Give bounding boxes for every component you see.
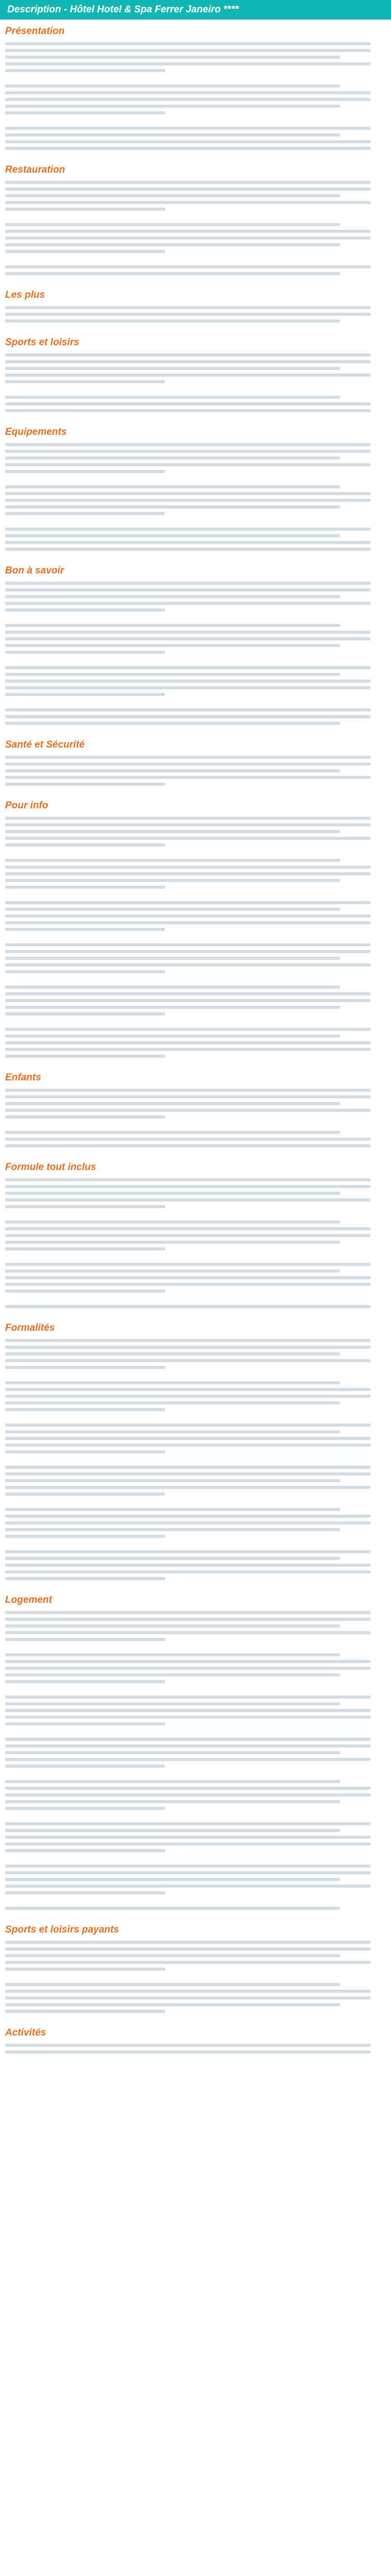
- section-body-placeholder: [5, 42, 386, 150]
- placeholder-line: [5, 921, 370, 924]
- placeholder-line: [5, 1493, 165, 1496]
- placeholder-line: [5, 1751, 340, 1754]
- placeholder-line: [5, 673, 340, 676]
- placeholder-line: [5, 1822, 370, 1825]
- placeholder-line: [5, 722, 340, 725]
- placeholder-line: [5, 1983, 340, 1986]
- placeholder-line: [5, 999, 370, 1002]
- placeholder-line: [5, 1381, 340, 1384]
- placeholder-line: [5, 866, 370, 869]
- placeholder-line: [5, 208, 165, 211]
- sections-container: [0, 26, 391, 2054]
- placeholder-line: [5, 1352, 340, 1355]
- placeholder-line: [5, 1961, 370, 1964]
- section: [0, 1595, 391, 1910]
- placeholder-line: [5, 243, 340, 246]
- placeholder-line: [5, 1528, 340, 1531]
- placeholder-line: [5, 1800, 340, 1803]
- placeholder-line: [5, 1954, 340, 1957]
- section: [0, 1323, 391, 1580]
- section: [0, 1162, 391, 1308]
- placeholder-line: [5, 1515, 370, 1518]
- section-body-placeholder: [5, 582, 386, 725]
- section-heading: Santé et Sécurité: [5, 739, 85, 750]
- placeholder-line: [5, 1028, 370, 1031]
- placeholder-line: [5, 950, 370, 953]
- placeholder-line: [5, 1702, 340, 1705]
- placeholder-line: [5, 69, 165, 72]
- placeholder-line: [5, 1437, 370, 1440]
- placeholder-line: [5, 111, 165, 114]
- placeholder-line: [5, 2050, 370, 2054]
- placeholder-line: [5, 1095, 370, 1098]
- placeholder-line: [5, 1968, 165, 1971]
- placeholder-line: [5, 1758, 370, 1761]
- placeholder-line: [5, 98, 370, 101]
- section-heading: Présentation: [5, 26, 65, 37]
- placeholder-line: [5, 637, 370, 640]
- placeholder-line: [5, 769, 340, 772]
- placeholder-line: [5, 2044, 370, 2047]
- placeholder-line: [5, 194, 340, 197]
- placeholder-line: [5, 582, 370, 585]
- placeholder-line: [5, 1550, 370, 1553]
- placeholder-line: [5, 1339, 370, 1342]
- placeholder-line: [5, 1198, 370, 1201]
- placeholder-line: [5, 1192, 340, 1195]
- section-heading: Sports et loisirs: [5, 337, 79, 348]
- placeholder-line: [5, 1472, 370, 1476]
- placeholder-line: [5, 463, 370, 466]
- section: [0, 164, 391, 275]
- placeholder-line: [5, 181, 370, 184]
- placeholder-line: [5, 1780, 340, 1783]
- placeholder-line: [5, 1241, 340, 1244]
- placeholder-line: [5, 1716, 370, 1719]
- placeholder-line: [5, 265, 370, 268]
- placeholder-line: [5, 409, 370, 412]
- section-body-placeholder: [5, 1941, 386, 2013]
- placeholder-line: [5, 1709, 370, 1712]
- placeholder-line: [5, 986, 340, 989]
- placeholder-line: [5, 1508, 340, 1511]
- section-heading: Equipements: [5, 427, 67, 437]
- placeholder-line: [5, 1423, 370, 1427]
- placeholder-line: [5, 1035, 340, 1038]
- placeholder-line: [5, 492, 370, 495]
- placeholder-line: [5, 886, 165, 889]
- placeholder-line: [5, 49, 370, 52]
- placeholder-line: [5, 859, 340, 862]
- placeholder-line: [5, 1836, 370, 1839]
- placeholder-line: [5, 1653, 340, 1656]
- placeholder-line: [5, 133, 340, 137]
- placeholder-line: [5, 42, 370, 45]
- placeholder-line: [5, 360, 370, 363]
- placeholder-line: [5, 1947, 370, 1951]
- placeholder-line: [5, 928, 165, 931]
- placeholder-line: [5, 1359, 370, 1362]
- placeholder-line: [5, 1990, 370, 1993]
- section-heading: Restauration: [5, 164, 66, 175]
- placeholder-line: [5, 970, 165, 973]
- placeholder-line: [5, 830, 340, 833]
- section-heading: Sports et loisirs payants: [5, 1924, 119, 1935]
- placeholder-line: [5, 1178, 370, 1181]
- placeholder-line: [5, 1486, 370, 1489]
- placeholder-line: [5, 230, 370, 233]
- placeholder-line: [5, 963, 370, 967]
- placeholder-line: [5, 91, 370, 94]
- section: [0, 26, 391, 150]
- placeholder-line: [5, 1395, 370, 1398]
- placeholder-line: [5, 1269, 340, 1273]
- placeholder-line: [5, 250, 165, 253]
- placeholder-line: [5, 1048, 370, 1051]
- section-heading: Activités: [5, 2027, 46, 2038]
- placeholder-line: [5, 1744, 370, 1748]
- placeholder-line: [5, 140, 370, 143]
- placeholder-line: [5, 1996, 370, 1999]
- placeholder-line: [5, 608, 165, 612]
- section-heading: Formalités: [5, 1323, 55, 1333]
- section-body-placeholder: [5, 306, 386, 323]
- placeholder-line: [5, 1907, 340, 1910]
- placeholder-line: [5, 776, 370, 779]
- placeholder-line: [5, 1891, 165, 1894]
- placeholder-line: [5, 1089, 370, 1092]
- placeholder-line: [5, 1941, 370, 1944]
- placeholder-line: [5, 499, 370, 502]
- section-body-placeholder: [5, 817, 386, 1058]
- placeholder-line: [5, 485, 340, 488]
- placeholder-line: [5, 1722, 165, 1725]
- placeholder-line: [5, 505, 340, 509]
- placeholder-line: [5, 1276, 370, 1279]
- placeholder-line: [5, 666, 370, 669]
- placeholder-line: [5, 1012, 165, 1015]
- placeholder-line: [5, 1557, 340, 1560]
- placeholder-line: [5, 624, 340, 627]
- placeholder-line: [5, 1401, 340, 1404]
- section-body-placeholder: [5, 756, 386, 786]
- placeholder-line: [5, 528, 370, 531]
- section-body-placeholder: [5, 1089, 386, 1147]
- placeholder-line: [5, 380, 165, 383]
- section: [0, 800, 391, 1058]
- placeholder-line: [5, 1450, 165, 1453]
- placeholder-line: [5, 374, 370, 377]
- section-body-placeholder: [5, 2044, 386, 2054]
- placeholder-line: [5, 1221, 340, 1224]
- section-body-placeholder: [5, 181, 386, 275]
- placeholder-line: [5, 602, 370, 605]
- placeholder-line: [5, 1807, 165, 1810]
- placeholder-line: [5, 1109, 370, 1112]
- placeholder-line: [5, 715, 370, 718]
- placeholder-line: [5, 762, 370, 766]
- placeholder-line: [5, 1618, 370, 1621]
- placeholder-line: [5, 1234, 370, 1237]
- section: [0, 1072, 391, 1147]
- placeholder-line: [5, 353, 370, 357]
- placeholder-line: [5, 105, 340, 108]
- section: [0, 2027, 391, 2054]
- placeholder-line: [5, 188, 370, 191]
- placeholder-line: [5, 1738, 370, 1741]
- placeholder-line: [5, 1865, 370, 1868]
- placeholder-line: [5, 1793, 370, 1797]
- placeholder-line: [5, 396, 340, 399]
- placeholder-line: [5, 1290, 165, 1293]
- placeholder-line: [5, 872, 370, 875]
- placeholder-line: [5, 693, 165, 696]
- placeholder-line: [5, 402, 370, 405]
- placeholder-line: [5, 1673, 340, 1676]
- placeholder-line: [5, 1263, 370, 1266]
- placeholder-line: [5, 1185, 370, 1188]
- placeholder-line: [5, 1660, 370, 1663]
- placeholder-line: [5, 1247, 165, 1250]
- placeholder-line: [5, 1283, 370, 1286]
- section: [0, 739, 391, 786]
- placeholder-line: [5, 1006, 340, 1009]
- placeholder-line: [5, 1408, 165, 1411]
- placeholder-line: [5, 1696, 370, 1699]
- placeholder-line: [5, 313, 370, 316]
- section-body-placeholder: [5, 353, 386, 412]
- placeholder-line: [5, 1055, 165, 1058]
- section-body-placeholder: [5, 1339, 386, 1580]
- placeholder-line: [5, 1570, 370, 1573]
- placeholder-line: [5, 272, 340, 275]
- placeholder-line: [5, 443, 370, 446]
- placeholder-line: [5, 84, 340, 88]
- placeholder-line: [5, 1631, 370, 1634]
- placeholder-line: [5, 147, 370, 150]
- placeholder-line: [5, 1577, 165, 1580]
- placeholder-line: [5, 1388, 370, 1391]
- placeholder-line: [5, 306, 370, 309]
- placeholder-line: [5, 1878, 340, 1881]
- placeholder-line: [5, 1305, 370, 1308]
- section-heading: Enfants: [5, 1072, 41, 1083]
- placeholder-line: [5, 680, 370, 683]
- placeholder-line: [5, 236, 370, 240]
- placeholder-line: [5, 644, 340, 647]
- placeholder-line: [5, 1102, 340, 1105]
- placeholder-line: [5, 1829, 340, 1832]
- page-title: Description - Hôtel Hotel & Spa Ferrer Janeiro ****: [0, 0, 391, 20]
- placeholder-line: [5, 319, 340, 323]
- placeholder-line: [5, 534, 340, 537]
- placeholder-line: [5, 1871, 370, 1874]
- placeholder-line: [5, 708, 370, 711]
- section: [0, 290, 391, 323]
- placeholder-line: [5, 914, 370, 918]
- section-heading: Logement: [5, 1595, 52, 1605]
- placeholder-line: [5, 548, 370, 551]
- placeholder-line: [5, 1227, 370, 1230]
- placeholder-line: [5, 879, 340, 882]
- section: [0, 427, 391, 551]
- section-heading: Les plus: [5, 290, 45, 300]
- placeholder-line: [5, 512, 165, 515]
- placeholder-line: [5, 651, 165, 654]
- placeholder-line: [5, 56, 340, 59]
- placeholder-line: [5, 450, 370, 453]
- placeholder-line: [5, 1638, 165, 1641]
- placeholder-line: [5, 756, 370, 759]
- placeholder-line: [5, 1535, 165, 1538]
- placeholder-line: [5, 588, 370, 591]
- placeholder-line: [5, 686, 370, 689]
- placeholder-line: [5, 2010, 165, 2013]
- placeholder-line: [5, 901, 370, 904]
- placeholder-line: [5, 2003, 340, 2006]
- placeholder-line: [5, 127, 370, 130]
- placeholder-line: [5, 1144, 370, 1147]
- placeholder-line: [5, 908, 340, 911]
- placeholder-line: [5, 595, 340, 598]
- placeholder-line: [5, 1115, 165, 1118]
- placeholder-line: [5, 1466, 370, 1469]
- placeholder-line: [5, 843, 165, 846]
- placeholder-line: [5, 62, 370, 65]
- placeholder-line: [5, 1611, 370, 1614]
- placeholder-line: [5, 1346, 370, 1349]
- placeholder-line: [5, 817, 370, 820]
- placeholder-line: [5, 456, 340, 460]
- placeholder-line: [5, 1765, 165, 1768]
- placeholder-line: [5, 541, 370, 544]
- placeholder-line: [5, 1624, 340, 1628]
- placeholder-line: [5, 837, 370, 840]
- placeholder-line: [5, 1041, 370, 1044]
- section: [0, 1924, 391, 2013]
- placeholder-line: [5, 1680, 165, 1683]
- placeholder-line: [5, 1430, 340, 1433]
- placeholder-line: [5, 201, 370, 204]
- section-heading: Bon à savoir: [5, 565, 64, 576]
- placeholder-line: [5, 992, 370, 995]
- placeholder-line: [5, 1366, 165, 1369]
- placeholder-line: [5, 1787, 370, 1790]
- section-body-placeholder: [5, 1178, 386, 1308]
- placeholder-line: [5, 1842, 370, 1845]
- section: [0, 565, 391, 725]
- section: [0, 337, 391, 412]
- placeholder-line: [5, 1479, 340, 1482]
- placeholder-line: [5, 1138, 370, 1141]
- placeholder-line: [5, 367, 340, 370]
- placeholder-line: [5, 1521, 370, 1524]
- placeholder-line: [5, 1131, 340, 1134]
- placeholder-line: [5, 223, 340, 226]
- section-heading: Formule tout inclus: [5, 1162, 96, 1173]
- placeholder-line: [5, 823, 370, 826]
- placeholder-line: [5, 470, 165, 473]
- section-body-placeholder: [5, 1611, 386, 1910]
- placeholder-line: [5, 1849, 165, 1852]
- placeholder-line: [5, 783, 165, 786]
- section-heading: Pour info: [5, 800, 48, 811]
- placeholder-line: [5, 1667, 370, 1670]
- placeholder-line: [5, 957, 340, 960]
- placeholder-line: [5, 1564, 370, 1567]
- placeholder-line: [5, 943, 370, 946]
- placeholder-line: [5, 1885, 370, 1888]
- placeholder-line: [5, 1205, 165, 1208]
- placeholder-line: [5, 1444, 370, 1447]
- section-body-placeholder: [5, 443, 386, 551]
- placeholder-line: [5, 631, 370, 634]
